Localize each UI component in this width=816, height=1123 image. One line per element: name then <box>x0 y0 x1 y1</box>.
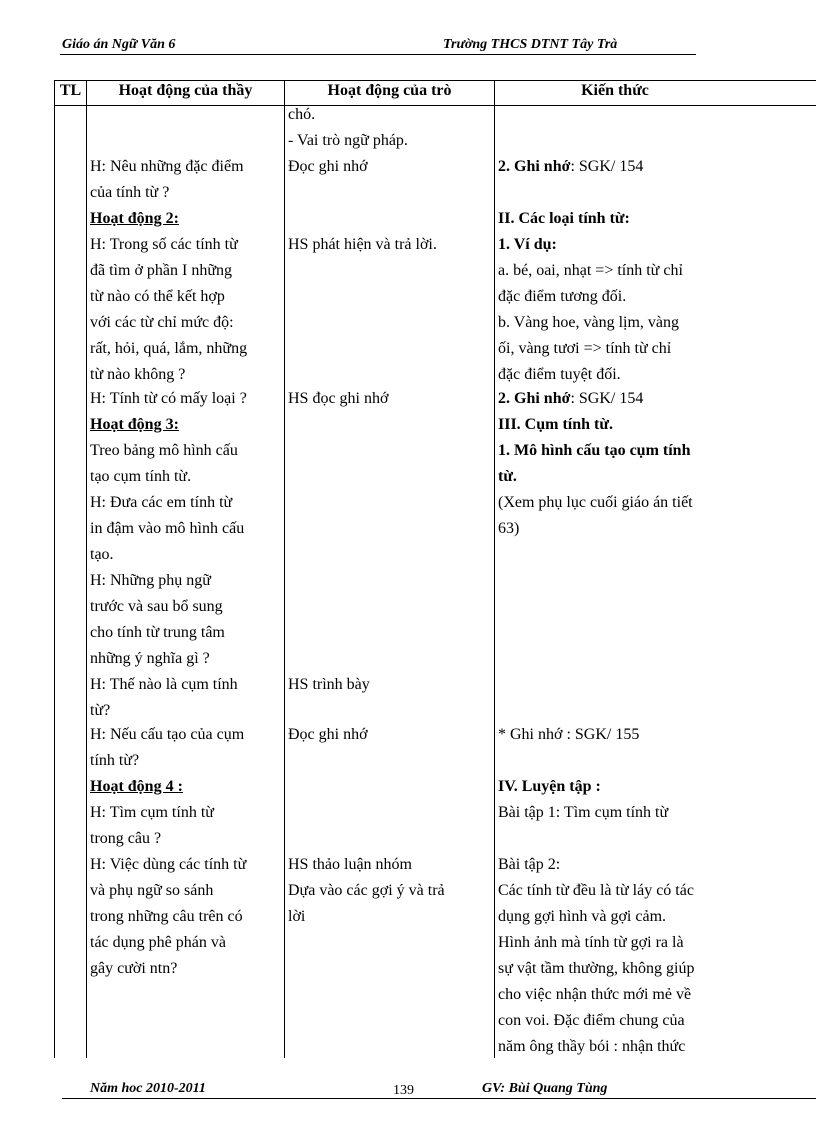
column-header-tl: TL <box>59 82 82 99</box>
knowledge-label: 2. Ghi nhớ <box>498 390 571 407</box>
student-line: Đọc ghi nhớ <box>288 726 368 743</box>
teacher-line: H: Tìm cụm tính từ <box>90 804 214 821</box>
teacher-line: và phụ ngữ so sánh <box>90 882 214 899</box>
knowledge-line: a. bé, oai, nhạt => tính từ chỉ <box>498 262 683 279</box>
section-heading: IV. Luyện tập : <box>498 778 601 795</box>
knowledge-label: 2. Ghi nhớ <box>498 158 571 175</box>
subsection-heading: 1. Ví dụ: <box>498 236 557 253</box>
footer-year: Năm hoc 2010-2011 <box>90 1081 206 1096</box>
student-line: HS đọc ghi nhớ <box>288 390 389 407</box>
teacher-line: H: Nếu cấu tạo của cụm <box>90 726 245 743</box>
student-line: - Vai trò ngữ pháp. <box>288 132 408 149</box>
teacher-line: tạo. <box>90 546 114 563</box>
student-line: chó. <box>288 106 316 123</box>
knowledge-line: con voi. Đặc điểm chung của <box>498 1012 685 1029</box>
teacher-line: tác dụng phê phán và <box>90 934 226 951</box>
teacher-line: những ý nghĩa gì ? <box>90 650 210 667</box>
teacher-line: từ nào có thể kết hợp <box>90 288 225 305</box>
activity-heading: Hoạt động 4 : <box>90 778 183 795</box>
teacher-line: H: Việc dùng các tính từ <box>90 856 247 873</box>
page-number: 139 <box>393 1083 414 1098</box>
knowledge-line: * Ghi nhớ : SGK/ 155 <box>498 726 640 743</box>
teacher-line: H: Những phụ ngữ <box>90 572 211 589</box>
teacher-line: trong những câu trên có <box>90 908 243 925</box>
knowledge-line: ối, vàng tươi => tính từ chỉ <box>498 340 672 357</box>
table-header-border <box>54 105 816 106</box>
knowledge-ref: : SGK/ 154 <box>570 158 644 175</box>
teacher-line: H: Tính từ có mấy loại ? <box>90 390 247 407</box>
footer-teacher: GV: Bùi Quang Tùng <box>482 1081 608 1096</box>
knowledge-ref: : SGK/ 154 <box>570 390 644 407</box>
student-line: HS thảo luận nhóm <box>288 856 412 873</box>
knowledge-line: cho việc nhận thức mới mẻ về <box>498 986 692 1003</box>
footer-underline <box>62 1098 816 1099</box>
subsection-heading: 1. Mô hình cấu tạo cụm tính <box>498 442 691 459</box>
teacher-line: đã tìm ở phần I những <box>90 262 232 279</box>
teacher-line: H: Nêu những đặc điểm <box>90 158 244 175</box>
teacher-line: H: Đưa các em tính từ <box>90 494 233 511</box>
knowledge-line: sự vật tầm thường, không giúp <box>498 960 695 977</box>
teacher-line: cho tính từ trung tâm <box>90 624 225 641</box>
teacher-line: Treo bảng mô hình cấu <box>90 442 238 459</box>
header-right: Trường THCS DTNT Tây Trà <box>443 37 618 52</box>
table-vline <box>494 80 495 1058</box>
student-line: Dựa vào các gợi ý và trả <box>288 882 445 899</box>
column-header-knowledge: Kiến thức <box>581 82 649 99</box>
section-heading: III. Cụm tính từ. <box>498 416 613 433</box>
knowledge-line: Hình ảnh mà tính từ gợi ra là <box>498 934 684 951</box>
knowledge-line: 63) <box>498 520 520 537</box>
student-line: lời <box>288 908 306 925</box>
table-vline <box>284 80 285 1058</box>
knowledge-line: đặc điểm tương đối. <box>498 288 627 305</box>
column-header-teacher: Hoạt động của thầy <box>118 82 253 99</box>
teacher-line: từ? <box>90 702 111 719</box>
knowledge-line: Các tính từ đều là từ láy có tác <box>498 882 694 899</box>
knowledge-note <box>498 154 643 180</box>
header-left: Giáo án Ngữ Văn 6 <box>62 37 176 52</box>
student-line: Đọc ghi nhớ <box>288 158 368 175</box>
student-line: HS phát hiện và trả lời. <box>288 236 437 253</box>
teacher-line: H: Trong số các tính từ <box>90 236 238 253</box>
student-line: HS trình bày <box>288 676 370 693</box>
teacher-line: với các từ chỉ mức độ: <box>90 314 234 331</box>
knowledge-line: Bài tập 2: <box>498 856 561 873</box>
header-underline <box>60 54 696 55</box>
teacher-line: gây cười ntn? <box>90 960 178 977</box>
subsection-heading: từ. <box>498 468 517 485</box>
activity-heading: Hoạt động 2: <box>90 210 179 227</box>
teacher-line: trong câu ? <box>90 830 162 847</box>
knowledge-line: (Xem phụ lục cuối giáo án tiết <box>498 494 693 511</box>
table-vline <box>54 80 55 1058</box>
column-header-student: Hoạt động của trò <box>327 82 452 99</box>
knowledge-line: b. Vàng hoe, vàng lịm, vàng <box>498 314 680 331</box>
teacher-line: H: Thế nào là cụm tính <box>90 676 238 693</box>
knowledge-note <box>498 386 643 412</box>
knowledge-line: năm ông thầy bói : nhận thức <box>498 1038 686 1055</box>
teacher-line: rất, hỏi, quá, lắm, những <box>90 340 248 357</box>
teacher-line: in đậm vào mô hình cấu <box>90 520 245 537</box>
teacher-line: tạo cụm tính từ. <box>90 468 192 485</box>
teacher-line: từ nào không ? <box>90 366 186 383</box>
knowledge-line: đặc điểm tuyệt đối. <box>498 366 621 383</box>
teacher-line: tính từ? <box>90 752 140 769</box>
knowledge-line: dụng gợi hình và gợi cảm. <box>498 908 667 925</box>
table-vline <box>86 80 87 1058</box>
activity-heading: Hoạt động 3: <box>90 416 179 433</box>
section-heading: II. Các loại tính từ: <box>498 210 630 227</box>
teacher-line: của tính từ ? <box>90 184 170 201</box>
teacher-line: trước và sau bổ sung <box>90 598 223 615</box>
knowledge-line: Bài tập 1: Tìm cụm tính từ <box>498 804 669 821</box>
